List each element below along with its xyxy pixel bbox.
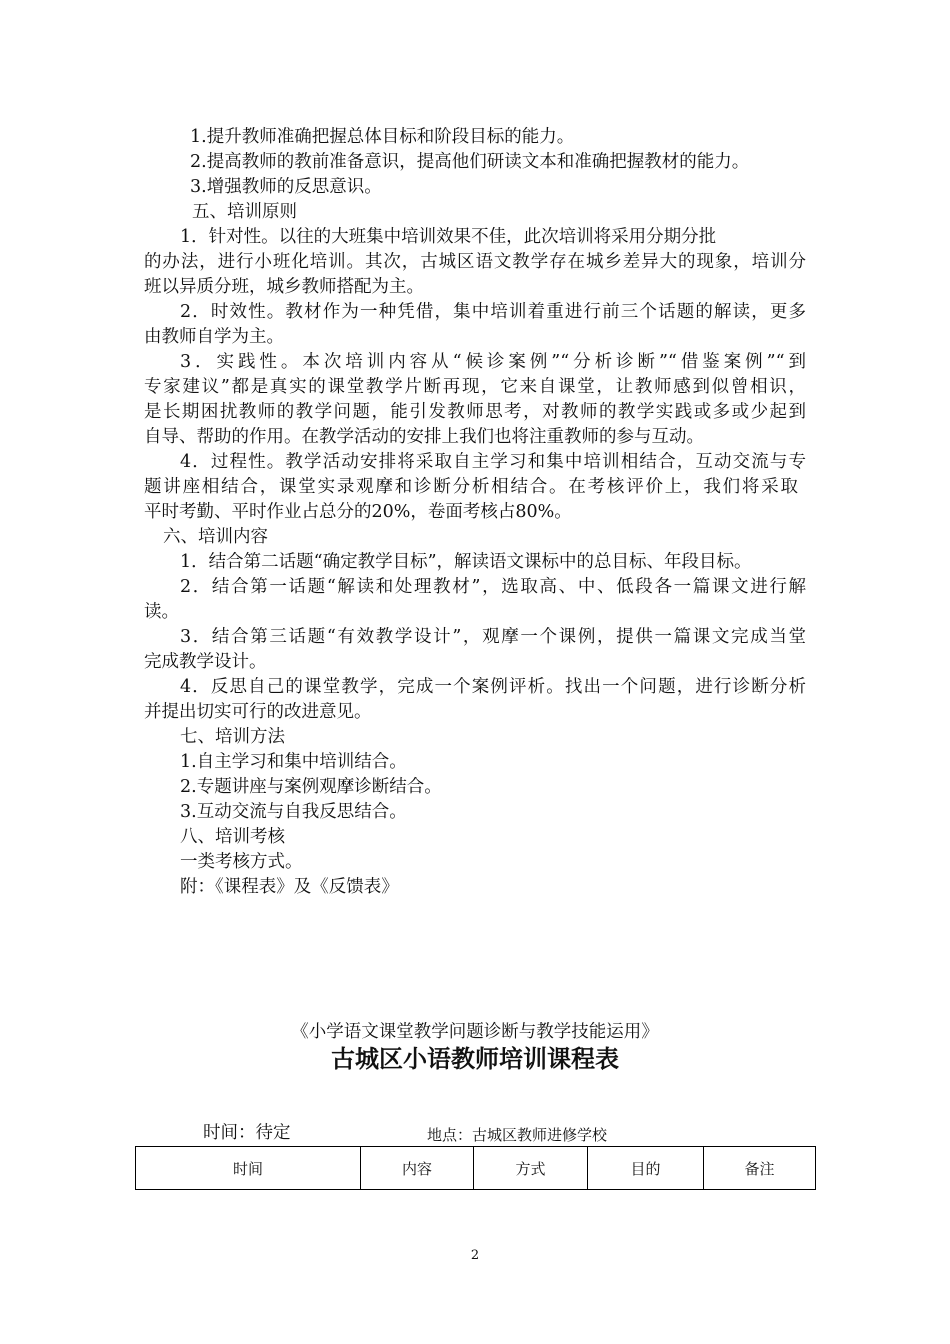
principle-3-line-1: 3．实践性。本次培训内容从“候诊案例”“分析诊断”“借鉴案例”“到 [180,352,806,372]
goal-line-1: 1.提升教师准确把握总体目标和阶段目标的能力。 [190,127,575,147]
principle-3-line-4: 自导、帮助的作用。在教学活动的安排上我们也将注重教师的参与互动。 [144,427,704,447]
principle-4-line-1: 4．过程性。教学活动安排将采取自主学习和集中培训相结合，互动交流与专 [180,452,806,472]
goal-line-2: 2.提高教师的教前准备意识，提高他们研读文本和准确把握教材的能力。 [190,152,750,172]
principle-1-line-3: 班以异质分班，城乡教师搭配为主。 [144,277,424,297]
header-notes: 备注 [704,1147,816,1190]
attachment-note: 附：《课程表》及《反馈表》 [180,877,399,897]
table-header-row [136,1147,816,1190]
principle-1-line-2: 的办法，进行小班化培训。其次，古城区语文教学存在城乡差异大的现象，培训分 [144,252,806,272]
content-2-line-1: 2．结合第一话题“解读和处理教材”，选取高、中、低段各一篇课文进行解 [180,577,806,597]
header-purpose: 目的 [588,1147,704,1190]
principle-1-line-1: 1．针对性。以往的大班集中培训效果不佳，此次培训将采用分期分批 [180,227,717,247]
content-2-line-2: 读。 [144,602,179,622]
method-1: 1.自主学习和集中培训结合。 [180,752,407,772]
content-3-line-2: 完成教学设计。 [144,652,267,672]
header-content: 内容 [361,1147,474,1190]
schedule-table [135,1146,816,1190]
content-3-line-1: 3．结合第三话题“有效教学设计”，观摩一个课例，提供一篇课文完成当堂 [180,627,806,647]
principle-4-line-3: 平时考勤、平时作业占总分的20%，卷面考核占80%。 [144,502,572,522]
content-4-line-1: 4．反思自己的课堂教学，完成一个案例评析。找出一个问题，进行诊断分析 [180,677,806,697]
schedule-title: 古城区小语教师培训课程表 [331,1044,619,1073]
section-heading-principles: 五、培训原则 [192,202,297,222]
section-heading-assessment: 八、培训考核 [180,827,285,847]
schedule-time: 时间：待定 [203,1123,291,1143]
section-heading-content: 六、培训内容 [163,527,268,547]
principle-2-line-2: 由教师自学为主。 [144,327,284,347]
section-heading-methods: 七、培训方法 [180,727,285,747]
content-4-line-2: 并提出切实可行的改进意见。 [144,702,372,722]
schedule-place: 地点：古城区教师进修学校 [427,1126,608,1144]
header-method: 方式 [474,1147,588,1190]
assessment-method: 一类考核方式。 [180,852,303,872]
header-time: 时间 [136,1147,361,1190]
principle-3-line-2: 专家建议”都是真实的课堂教学片断再现，它来自课堂，让教师感到似曾相识， [144,377,806,397]
principle-2-line-1: 2．时效性。教材作为一种凭借，集中培训着重进行前三个话题的解读，更多 [180,302,806,322]
method-2: 2.专题讲座与案例观摩诊断结合。 [180,777,442,797]
method-3: 3.互动交流与自我反思结合。 [180,802,407,822]
goal-line-3: 3.增强教师的反思意识。 [190,177,382,197]
page-number: 2 [470,1248,480,1263]
principle-4-line-2: 题讲座相结合，课堂实录观摩和诊断分析相结合。在考核评价上，我们将采取 [144,477,798,497]
schedule-subtitle: 《小学语文课堂教学问题诊断与教学技能运用》 [291,1022,659,1042]
content-1-line-1: 1．结合第二话题“确定教学目标”，解读语文课标中的总目标、年段目标。 [180,552,752,572]
principle-3-line-3: 是长期困扰教师的教学问题，能引发教师思考，对教师的教学实践或多或少起到 [144,402,806,422]
